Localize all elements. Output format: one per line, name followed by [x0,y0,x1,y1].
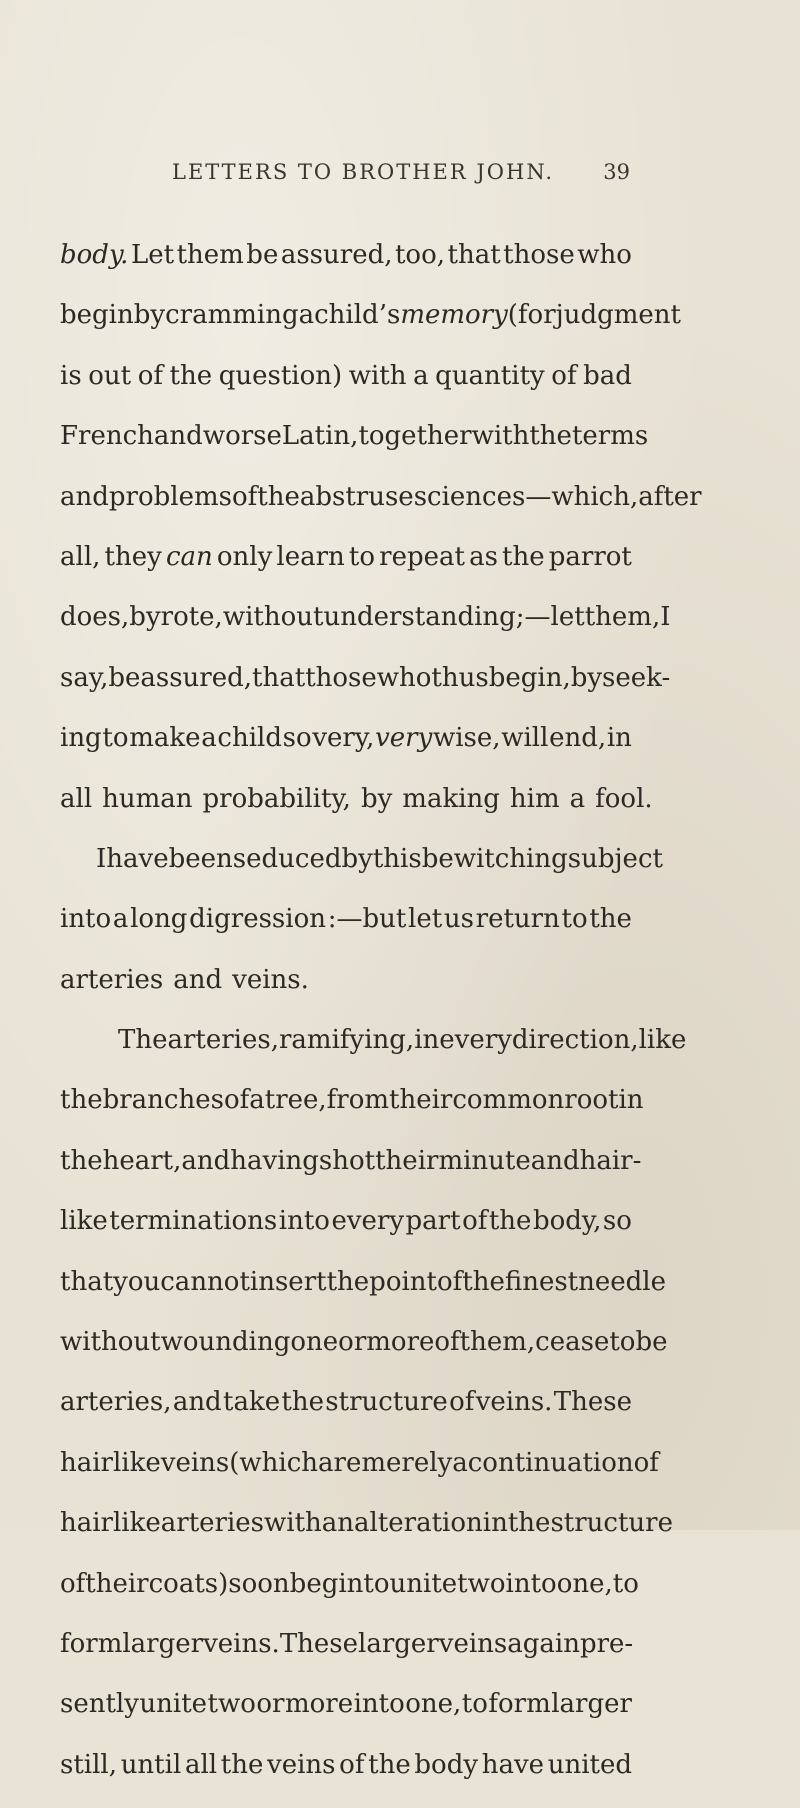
word: every [439,1025,512,1056]
word: learn [276,541,345,572]
word: without [60,1327,161,1358]
word: thus [431,662,489,693]
word: to [461,1689,488,1720]
word: and [173,964,223,995]
word: (for [507,300,556,331]
word: us [443,904,474,935]
word: be [246,240,279,270]
word: and [172,1387,222,1418]
word: abstruse [299,481,414,512]
word: be [635,1327,668,1358]
word: pre- [579,1628,634,1659]
word: by [129,602,161,633]
word: form [488,1689,551,1720]
word: until [120,1749,182,1780]
word: the [507,1508,551,1539]
word: of [436,1266,463,1297]
word: more [366,1327,435,1358]
word: that [60,1266,114,1297]
word: unite [389,1568,458,1599]
text-line [60,842,663,902]
word: alteration [354,1508,483,1539]
text-line [60,1385,632,1445]
text-line [60,540,632,600]
word: of [633,1447,659,1478]
word: take [223,1387,281,1418]
word: cannot [160,1266,250,1297]
word: begin [60,300,134,331]
word: from [326,1085,390,1116]
text-line [60,1023,687,1083]
word: is [60,360,82,391]
word: seek- [602,662,671,693]
word: you [113,1266,161,1297]
word: digression [189,904,326,935]
word: part [405,1206,461,1237]
word: who [376,662,432,693]
word: the [281,1387,324,1418]
word: to [102,723,129,754]
word: body, [532,1206,602,1237]
word: sently [60,1689,139,1720]
word: into [278,1206,330,1237]
word: assured, [140,662,253,693]
word: heart, [102,1145,182,1176]
word: and [530,1145,580,1176]
word: make [129,723,201,754]
word: root [564,1085,619,1116]
word: all [60,783,93,814]
word: of [60,1568,86,1599]
word: can [165,541,213,572]
word: begin, [488,662,571,693]
word: like [60,1206,108,1237]
word: him [509,783,560,814]
word: their [85,1568,149,1599]
word: soon [228,1568,290,1599]
word: this [372,843,422,874]
word: in [606,723,632,754]
word: probability, [202,783,351,814]
word: wounding [160,1327,291,1358]
word: one, [556,1568,613,1599]
word: hairlike [60,1447,161,1478]
word: their [389,1085,453,1116]
word: terminations [109,1206,278,1237]
word: two [457,1568,506,1599]
word: unite [139,1689,208,1720]
word: them, [584,602,661,633]
word: fool. [595,783,653,814]
word: or [256,1689,285,1720]
word: Latin, [281,421,359,452]
text-line [60,661,671,721]
word: arteries, [60,1387,172,1418]
word: will [501,723,549,754]
word: to [612,1568,639,1599]
word: continuation [467,1447,634,1478]
word: wise, [432,723,501,754]
word: their [375,1145,439,1176]
running-head [172,160,632,190]
word: again [507,1628,580,1659]
word: all [184,1749,218,1780]
word: every [331,1206,405,1237]
word: that [447,240,501,270]
text-line [60,1627,632,1687]
word: the [488,1206,532,1237]
text-line [60,1144,642,1204]
word: by [341,843,373,874]
word: coats) [148,1568,229,1599]
word: with [348,360,407,391]
word: of [434,1327,460,1358]
word: judgment [555,300,681,331]
word: after [638,481,702,512]
word: having [230,1145,319,1176]
word: veins. [232,964,309,995]
word: I [96,843,107,874]
word: to [348,541,376,572]
word: human [102,783,193,814]
word: the [257,481,300,512]
word: and [60,481,109,512]
word: the [60,1145,103,1176]
word: end, [549,723,607,754]
word: body [414,1749,479,1780]
word: ramifying, [279,1025,415,1056]
word: memory [400,300,508,331]
word: them [176,240,244,270]
word: arteries [60,964,164,995]
word: an [321,1508,355,1539]
word: veins. [475,1387,553,1418]
word: the [502,541,545,572]
word: minute [438,1145,531,1176]
word: the [529,421,572,452]
text-line [60,963,632,1023]
word: together [358,421,472,452]
text-line [60,600,671,660]
word: (which [229,1447,319,1478]
word: without [222,602,324,633]
word: larger [551,1689,632,1720]
word: by [360,783,393,814]
word: one [290,1327,339,1358]
word: so [602,1206,632,1237]
word: I [660,602,671,633]
text-line [60,1446,659,1506]
word: to [609,1327,636,1358]
word: larger [358,1628,439,1659]
word: begin [289,1568,364,1599]
word: the [60,1085,103,1116]
word: as [469,541,498,572]
text-line [60,1325,668,1385]
word: needle [578,1266,666,1297]
word: with [264,1508,322,1539]
word: one, [405,1689,462,1720]
word: child [217,723,282,754]
word: hairlike [60,1508,161,1539]
word: terms [571,421,649,452]
word: does, [60,602,130,633]
word: understanding [323,602,516,633]
word: still, [60,1749,118,1780]
word: those [305,662,377,693]
text-line [60,1748,632,1808]
word: shot [318,1145,376,1176]
word: bewitching [421,843,568,874]
word: ing [60,723,102,754]
word: question) [218,360,343,391]
word: sciences—which, [413,481,639,512]
word: seduced [232,843,342,874]
word: larger [122,1628,204,1659]
word: arteries, [167,1025,279,1056]
word: those [503,240,575,270]
word: they [104,541,162,572]
word: bad [583,360,632,391]
text-line [60,782,653,842]
word: French [60,421,154,452]
word: two [207,1689,256,1720]
text-line [60,721,632,781]
word: a [298,300,315,331]
word: them, [459,1327,536,1358]
word: and [181,1145,231,1176]
word: child’s [314,300,401,331]
text-line [60,1083,644,1143]
text-line [60,419,649,479]
word: of [231,481,258,512]
text-line [60,480,702,540]
word: the [326,1266,370,1297]
word: or [338,1327,367,1358]
word: out [88,360,132,391]
word: are [318,1447,362,1478]
word: tree, [264,1085,327,1116]
text-line [60,1506,673,1566]
word: too, [394,240,446,270]
word: return [475,904,560,935]
word: structure [550,1508,673,1539]
running-head-title: LETTERS TO BROTHER JOHN. [172,160,555,184]
word: long [130,904,188,935]
word: have [106,843,169,874]
word: merely [361,1447,453,1478]
word: say, [60,662,109,693]
word: in [482,1508,508,1539]
word: hair- [579,1145,642,1176]
word: These [279,1628,359,1659]
word: let [408,904,443,935]
word: structure [325,1387,448,1418]
word: the [220,1749,264,1780]
word: making [402,783,500,814]
word: subject [567,843,663,874]
word: only [216,541,273,572]
word: branches [102,1085,224,1116]
word: in [618,1085,644,1116]
word: and [153,421,203,452]
word: united [547,1749,632,1780]
word: finest [504,1266,579,1297]
word: quantity [435,360,545,391]
word: very, [312,723,375,754]
word: cramming [165,300,299,331]
word: more [284,1689,354,1720]
word: These [553,1387,632,1418]
word: of [449,1387,475,1418]
word: veins [267,1749,336,1780]
word: to [363,1568,390,1599]
word: parrot [548,541,632,572]
word: all, [60,541,101,572]
word: by [133,300,166,331]
word: of [462,1206,488,1237]
word: of [339,1749,365,1780]
word: that [252,662,306,693]
word: have [481,1749,545,1780]
word: so [282,723,312,754]
word: veins. [203,1628,280,1659]
text-line [60,238,632,298]
word: the [462,1266,505,1297]
word: of [551,360,577,391]
body-text [60,238,702,1808]
word: the [169,360,213,391]
word: repeat [379,541,465,572]
text-line [60,298,681,358]
word: arteries [160,1508,265,1539]
word: Let [130,240,175,270]
word: in [414,1025,440,1056]
word: be [108,662,141,693]
text-line [60,359,632,419]
word: the [368,1749,411,1780]
word: assured, [280,240,393,270]
word: of [223,1085,250,1116]
word: been [168,843,233,874]
text-line [60,1265,666,1325]
word: into [60,904,112,935]
text-line [60,902,632,962]
word: veins [438,1628,508,1659]
text-line [60,1204,632,1264]
word: a [413,360,429,391]
word: point [369,1266,437,1297]
word: form [60,1628,123,1659]
word: body. [60,240,129,270]
word: ;—let [515,602,585,633]
word: insert [249,1266,327,1297]
word: a [112,904,129,935]
word: the [589,904,632,935]
word: a [452,1447,468,1478]
word: veins [160,1447,230,1478]
text-line [60,1687,632,1747]
word: worse [202,421,282,452]
word: into [353,1689,405,1720]
word: direction, [511,1025,639,1056]
page-number: 39 [603,160,630,184]
text-line [60,1567,639,1627]
word: with [471,421,530,452]
word: problems [108,481,232,512]
word: of [137,360,163,391]
word: common [452,1085,565,1116]
word: :—but [327,904,407,935]
word: by [570,662,603,693]
word: like [638,1025,687,1056]
word: very [375,723,433,754]
word: rote, [160,602,223,633]
word: a [569,783,586,814]
word: a [201,723,217,754]
word: a [249,1085,265,1116]
word: cease [535,1327,610,1358]
word: who [577,240,632,270]
word: The [118,1025,168,1056]
word: into [505,1568,557,1599]
word: to [561,904,588,935]
